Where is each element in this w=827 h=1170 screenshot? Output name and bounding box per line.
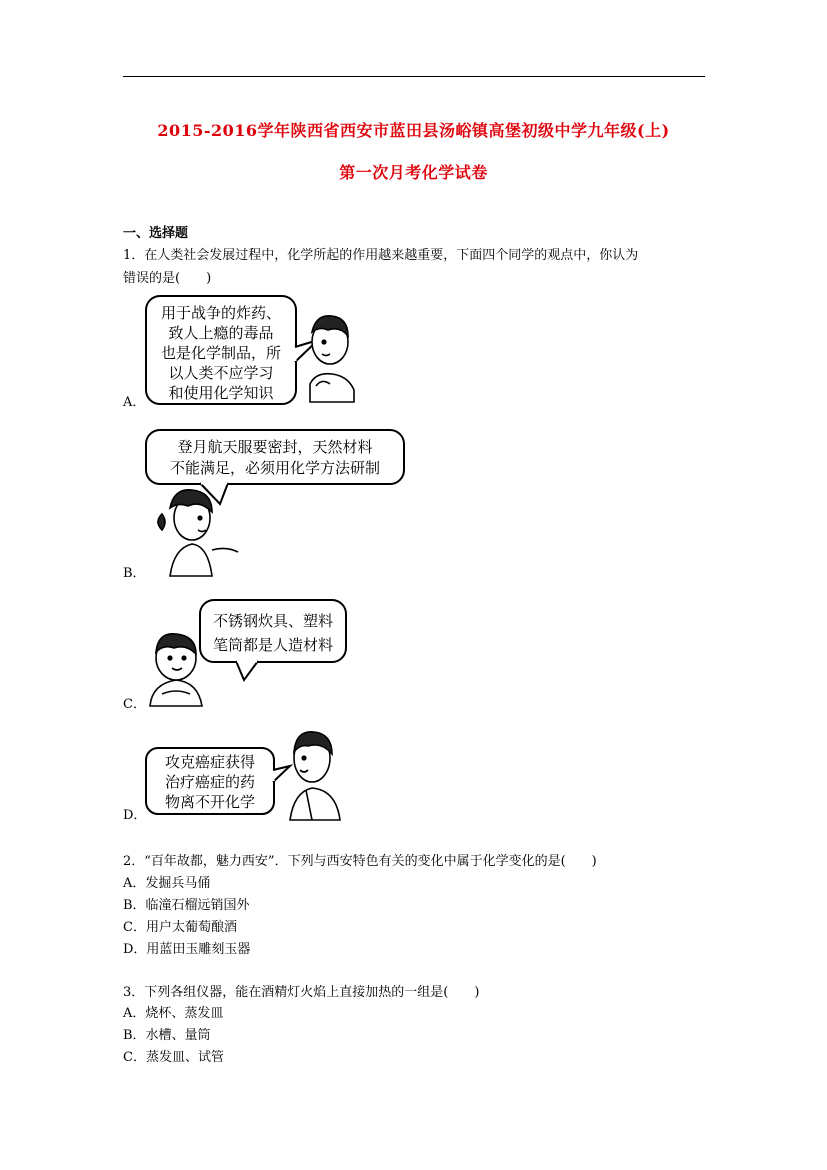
q2-option-b: B．临潼石榴远销国外: [123, 898, 250, 913]
boy-figure-icon: [150, 634, 202, 706]
man-figure-icon: [290, 732, 340, 820]
q1-stem-line2: 错误的是( ): [123, 271, 212, 286]
section-heading: 一、选择题: [123, 226, 189, 241]
q2-option-a: A．发掘兵马俑: [123, 876, 211, 891]
q3-option-a: A．烧杯、蒸发皿: [123, 1006, 224, 1021]
bubble-line: 笔筒都是人造材料: [212, 636, 334, 654]
q1-option-a-label: A．: [123, 395, 146, 410]
q1-option-c-illustration: [140, 596, 355, 714]
bubble-line: 治疗癌症的药: [164, 773, 256, 791]
speech-bubble-tail: [273, 766, 290, 782]
q3-option-c: C．蒸发皿、试管: [123, 1050, 224, 1065]
bubble-line: 和使用化学知识: [168, 384, 274, 402]
exam-title-line1: 2015-2016学年陕西省西安市蓝田县汤峪镇高堡初级中学九年级(上): [157, 121, 670, 140]
bubble-line: 攻克癌症获得: [164, 753, 256, 771]
q3-option-b: B．水槽、量筒: [123, 1028, 211, 1043]
q1-option-c-label: C．: [123, 697, 146, 712]
q1-stem-line1: 1．在人类社会发展过程中，化学所起的作用越来越重要，下面四个同学的观点中，你认为: [123, 248, 639, 263]
bubble-line: 也是化学制品，所: [160, 344, 282, 362]
q1-option-a-illustration: [140, 292, 370, 410]
q2-option-d: D．用蓝田玉雕刻玉器: [123, 942, 251, 957]
bubble-line: 致人上瘾的毒品: [168, 324, 274, 342]
header-rule: [123, 76, 705, 77]
q1-option-b-illustration: [140, 426, 410, 581]
q3-stem: 3．下列各组仪器，能在酒精灯火焰上直接加热的一组是( ): [123, 985, 480, 1000]
q1-option-b-label: B．: [123, 566, 146, 581]
girl-figure-icon: [158, 490, 238, 576]
bubble-line: 登月航天服要密封，天然材料: [177, 438, 373, 456]
q2-option-c: C．用户太葡萄酿酒: [123, 920, 237, 935]
bubble-line: 以人类不应学习: [168, 364, 274, 382]
q1-option-d-label: D．: [123, 808, 147, 823]
exam-title-line2: 第一次月考化学试卷: [339, 163, 488, 182]
q2-stem: 2．“百年故都，魅力西安”．下列与西安特色有关的变化中属于化学变化的是( ): [123, 854, 597, 869]
bubble-line: 不锈钢炊具、塑料: [212, 612, 334, 630]
bubble-line: 物离不开化学: [164, 793, 256, 811]
boy-figure-icon: [310, 316, 354, 402]
speech-bubble-tail: [236, 661, 258, 680]
q1-option-d-illustration: [140, 724, 355, 824]
bubble-line: 用于战争的炸药、: [160, 304, 282, 322]
bubble-line: 不能满足，必须用化学方法研制: [169, 459, 381, 477]
